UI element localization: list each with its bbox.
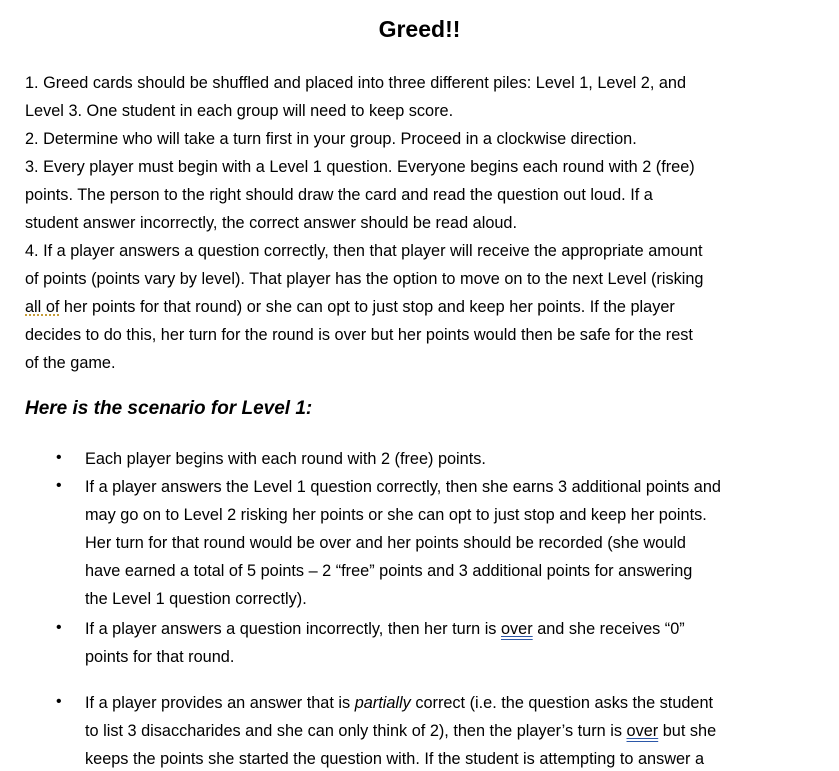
bullet-icon: • [56, 619, 62, 636]
italic-text: partially [354, 694, 411, 712]
spelling-flag[interactable]: over [626, 722, 659, 740]
text-segment: If a player answers a question incorrectly, then her turn is [85, 620, 501, 638]
bullet-line: points for that round. [85, 648, 235, 666]
bullet-line [85, 619, 685, 639]
text-line: of points (points vary by level). That player has the option to move on to the next Level (risking [25, 270, 704, 288]
bullet-line: If a player answers the Level 1 question correctly, then she earns 3 additional points and [85, 478, 721, 496]
text-segment: but she [658, 722, 717, 740]
bullet-icon: • [56, 693, 62, 710]
text-segment: If a player provides an answer that is [85, 694, 355, 712]
text-segment: her points for that round) or she can opt to just stop and keep her points. If the player [59, 298, 675, 316]
bullet-line: may go on to Level 2 risking her points or she can opt to just stop and keep her points. [85, 506, 707, 524]
text-line: 4. If a player answers a question correctly, then that player will receive the appropriate amount [25, 242, 703, 260]
bullet-icon: • [56, 449, 62, 466]
bullet-line: have earned a total of 5 points – 2 “free” points and 3 additional points for answering [85, 562, 693, 580]
text-line [25, 297, 675, 317]
bullet-line: keeps the points she started the question with. If the student is attempting to answer a [85, 750, 705, 768]
text-line: 3. Every player must begin with a Level 1 question. Everyone begins each round with 2 (free) [25, 158, 695, 176]
text-line: 1. Greed cards should be shuffled and placed into three different piles: Level 1, Level 2, and [25, 74, 687, 92]
bullet-line: Her turn for that round would be over and her points should be recorded (she would [85, 534, 686, 552]
spelling-flag[interactable]: over [500, 620, 533, 638]
bullet-line [85, 693, 713, 713]
text-line: student answer incorrectly, the correct answer should be read aloud. [25, 214, 518, 232]
text-line: Level 3. One student in each group will need to keep score. [25, 102, 454, 120]
text-segment: and she receives “0” [532, 620, 685, 638]
text-line: 2. Determine who will take a turn first in your group. Proceed in a clockwise direction. [25, 130, 637, 148]
bullet-line: Each player begins with each round with 2 (free) points. [85, 450, 486, 468]
text-line: points. The person to the right should draw the card and read the question out loud. If a [25, 186, 653, 204]
text-line: of the game. [25, 354, 116, 372]
text-line: decides to do this, her turn for the round is over but her points would then be safe for the rest [25, 326, 693, 344]
bullet-line [85, 721, 716, 741]
scenario-heading: Here is the scenario for Level 1: [25, 398, 313, 419]
text-segment: correct (i.e. the question asks the student [410, 694, 714, 712]
text-segment: to list 3 disaccharides and she can only think of 2), then the player’s turn is [85, 722, 627, 740]
bullet-line: the Level 1 question correctly). [85, 590, 307, 608]
document-title: Greed!! [378, 16, 461, 42]
bullet-icon: • [56, 477, 62, 494]
grammar-flag[interactable]: all of [25, 298, 60, 316]
